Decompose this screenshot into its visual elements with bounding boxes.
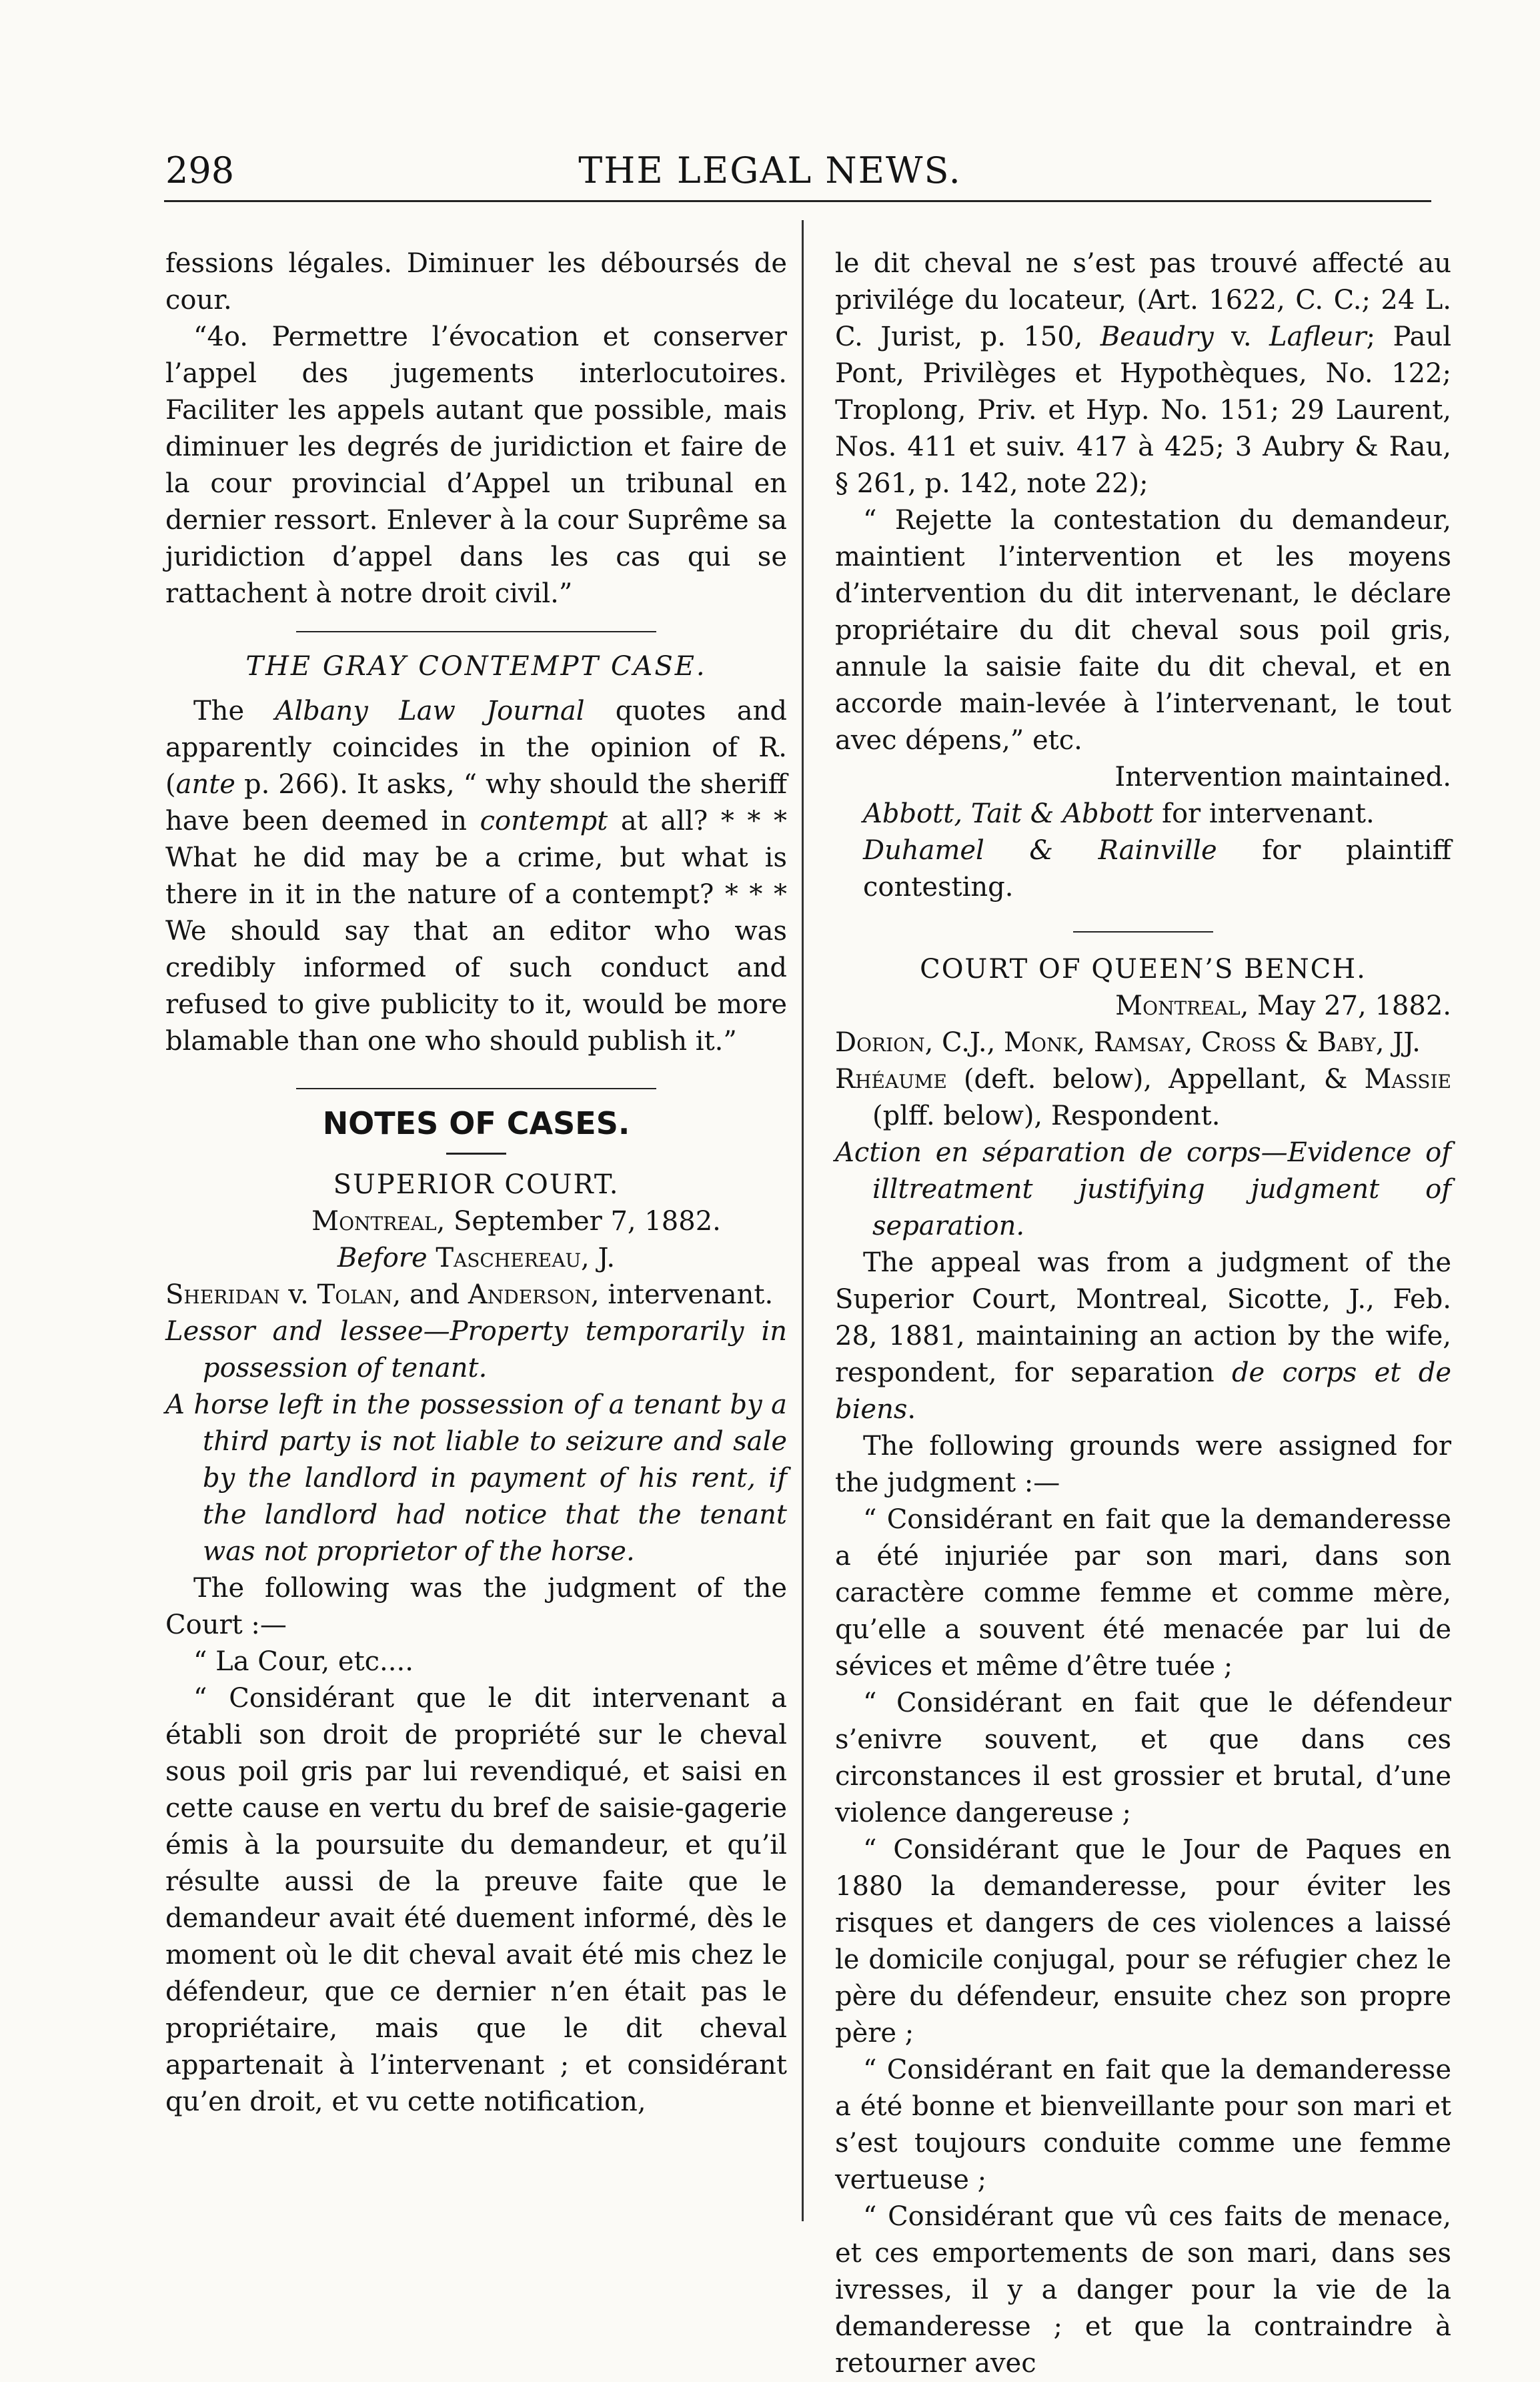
short-rule bbox=[1073, 931, 1213, 933]
text-run: le dit cheval ne s’est pas trouvé affecté au privilége du locateur, (Art. 1622, C. C.; 24 L. C. Jurist, p. 150, bbox=[835, 248, 1451, 352]
right-column bbox=[835, 245, 1451, 2382]
text-run: quotes and apparently coincides in the opinion of R. ( bbox=[165, 696, 787, 800]
text-run: v. bbox=[279, 1279, 317, 1310]
text-run: , bbox=[1076, 1027, 1094, 1058]
paragraph bbox=[165, 693, 787, 1060]
paragraph: The following was the judgment of the Court :— bbox=[165, 1573, 787, 1640]
text-run: Monk bbox=[1004, 1027, 1077, 1058]
paragraph: “ Considérant que le dit intervenant a établi son droit de propriété sur le cheval sous poil gris par lui revendiqué, et saisi en cette cause en vertu du bref de saisie-gagerie émis à la poursuite du demandeur, et qu’il résulte aussi de la preuve faite que le demandeur avait été duement informé, dès le moment où le dit cheval avait été mis chez le défendeur, que ce dernier n’en était pas le propriétaire, mais que le dit cheval appartenait à l’intervenant ; et considérant qu’en droit, et vu cette notification, bbox=[165, 1683, 787, 2117]
section-heading: NOTES OF CASES. bbox=[322, 1105, 630, 1141]
text-run: for intervenant. bbox=[1153, 798, 1375, 829]
paragraph: fessions légales. Diminuer les déboursés de cour. bbox=[165, 248, 787, 316]
section-heading: THE GRAY CONTEMPT CASE. bbox=[245, 651, 707, 682]
text-run: , J. bbox=[581, 1243, 616, 1273]
text-run: Beaudry bbox=[1100, 322, 1214, 352]
text-run: contempt bbox=[480, 806, 608, 836]
text-run: Sheridan bbox=[165, 1279, 280, 1310]
text-run: . bbox=[907, 1394, 916, 1425]
disposition: Intervention maintained. bbox=[1114, 762, 1451, 792]
page-number: 298 bbox=[165, 149, 235, 191]
text-run: , C.J., bbox=[924, 1027, 1004, 1058]
paragraph: “ Considérant que le Jour de Paques en 1880 la demanderesse, pour éviter les risques et dangers de ces violences a laissé le domicile conjugal, pour se réfugier chez le père du défendeur, ensuite chez son propre père ; bbox=[835, 1834, 1451, 2048]
dateline bbox=[835, 988, 1451, 1025]
text-run: Rhéaume bbox=[835, 1064, 947, 1095]
text-run: The appeal was from a judgment of the Superior Court, Montreal, Sicotte, J., Feb. 28, 1881, maintaining an action by the wife, respondent, for separation bbox=[835, 1247, 1451, 1388]
text-run: Montreal bbox=[1115, 991, 1241, 1021]
paragraph: The following grounds were assigned for the judgment :— bbox=[835, 1431, 1451, 1498]
text-run: The bbox=[193, 696, 275, 726]
text-run: Massie bbox=[1364, 1064, 1451, 1095]
text-run: Duhamel & Rainville bbox=[863, 835, 1217, 866]
running-head: THE LEGAL NEWS. bbox=[578, 149, 962, 191]
text-run: Before bbox=[337, 1243, 428, 1273]
paragraph bbox=[835, 1245, 1451, 1428]
text-run: Dorion bbox=[835, 1027, 925, 1058]
paragraph: “4o. Permettre l’évocation et conserver l’appel des jugements interlocutoires. Faciliter les appels autant que possible, mais diminuer les degrés de juridiction et faire de la cour provincial d’Appel un tribunal en dernier ressort. Enlever à la cour Suprême sa juridiction d’appel dans les cas qui se rattachent à notre droit civil.” bbox=[165, 322, 787, 609]
text-run: Montreal bbox=[311, 1206, 437, 1237]
text-run: , September 7, 1882. bbox=[436, 1206, 721, 1237]
text-run: for plaintiff contesting. bbox=[863, 835, 1451, 903]
text-run: (plff. below), Respondent. bbox=[872, 1101, 1221, 1131]
text-run: ante bbox=[175, 769, 235, 800]
text-run: Ramsay bbox=[1093, 1027, 1185, 1058]
text-run: Tolan bbox=[317, 1279, 393, 1310]
journal-title: Albany Law Journal bbox=[275, 696, 585, 726]
text-run: Baby bbox=[1317, 1027, 1376, 1058]
court-heading: SUPERIOR COURT. bbox=[333, 1169, 620, 1200]
counsel-line bbox=[835, 832, 1451, 906]
text-run: (deft. below), Appellant, & bbox=[946, 1064, 1365, 1095]
text-run: de corps et de biens bbox=[835, 1357, 1451, 1425]
text-run: at all? * * * What he did may be a crime, but what is there in it in the nature of a contempt? * * * We should say that an editor who was credibly informed of such conduct and refused to give publicity to it, would be more blamable than one who should publish it.” bbox=[165, 806, 787, 1057]
column-rule bbox=[802, 220, 804, 2221]
syllabus: Action en séparation de corps—Evidence of illtreatment justifying judgment of separation. bbox=[835, 1137, 1451, 1241]
text-run: ; Paul Pont, Privilèges et Hypothèques, No. 122; Troplong, Priv. et Hyp. No. 151; 29 Laurent, Nos. 411 et suiv. 417 à 425; 3 Aubry & Rau, § 261, p. 142, note 22); bbox=[835, 322, 1452, 499]
judges-line bbox=[835, 1025, 1451, 1061]
header-rule bbox=[164, 200, 1431, 202]
paragraph: “ Rejette la contestation du demandeur, maintient l’intervention et les moyens d’intervention du dit intervenant, le déclare propriétaire du dit cheval sous poil gris, annule la saisie faite du dit cheval, et en accorde main-levée à l’intervenant, le tout avec dépens,” etc. bbox=[835, 505, 1451, 756]
syllabus: Lessor and lessee—Property temporarily in possession of tenant. bbox=[165, 1316, 787, 1383]
judge-line bbox=[165, 1240, 787, 1277]
counsel-line bbox=[835, 796, 1451, 832]
paragraph: “ Considérant que vû ces faits de menace, et ces emportements de son mari, dans ses ivresses, il y a danger pour la vie de la demanderesse ; et que la contraindre à retourner avec bbox=[835, 2201, 1451, 2379]
text-run: v. bbox=[1213, 322, 1269, 352]
text-run: & bbox=[1276, 1027, 1317, 1058]
case-parties bbox=[835, 1061, 1451, 1135]
text-run: , JJ. bbox=[1375, 1027, 1421, 1058]
short-rule bbox=[446, 1153, 506, 1155]
text-run: , intervenant. bbox=[590, 1279, 774, 1310]
court-heading: COURT OF QUEEN’S BENCH. bbox=[920, 954, 1367, 985]
left-column bbox=[165, 245, 787, 2121]
paragraph bbox=[835, 245, 1451, 502]
paragraph: “ Considérant en fait que le défendeur s’enivre souvent, et que dans ces circonstances il est grossier et brutal, d’une violence dangereuse ; bbox=[835, 1688, 1451, 1828]
text-run: Taschereau bbox=[436, 1243, 582, 1273]
paragraph: “ Considérant en fait que la demanderesse a été bonne et bienveillante pour son mari et s’est toujours conduite comme une femme vertueuse ; bbox=[835, 2054, 1451, 2195]
text-run: , bbox=[1184, 1027, 1202, 1058]
text-run: Anderson bbox=[468, 1279, 591, 1310]
case-parties bbox=[165, 1277, 787, 1313]
text-run: p. 266). It asks, “ why should the sheriff have been deemed in bbox=[165, 769, 787, 836]
text-run: Lafleur bbox=[1269, 322, 1367, 352]
text-run: Abbott, Tait & Abbott bbox=[863, 798, 1154, 829]
text-run: , May 27, 1882. bbox=[1240, 991, 1451, 1021]
text-run: , and bbox=[392, 1279, 468, 1310]
paragraph: “ Considérant en fait que la demanderesse a été injuriée par son mari, dans son caractère comme femme et comme mère, qu’elle a souvent été menacée par lui de sévices et même d’être tuée ; bbox=[835, 1504, 1451, 1682]
section-rule bbox=[296, 631, 656, 632]
section-rule bbox=[296, 1088, 656, 1089]
syllabus: A horse left in the possession of a tenant by a third party is not liable to seizure and sale by the landlord in payment of his rent, if the landlord had notice that the tenant was not proprietor of the horse. bbox=[165, 1389, 787, 1567]
paragraph: “ La Cour, etc.... bbox=[193, 1646, 414, 1677]
text-run: Cross bbox=[1201, 1027, 1277, 1058]
dateline bbox=[165, 1203, 787, 1240]
